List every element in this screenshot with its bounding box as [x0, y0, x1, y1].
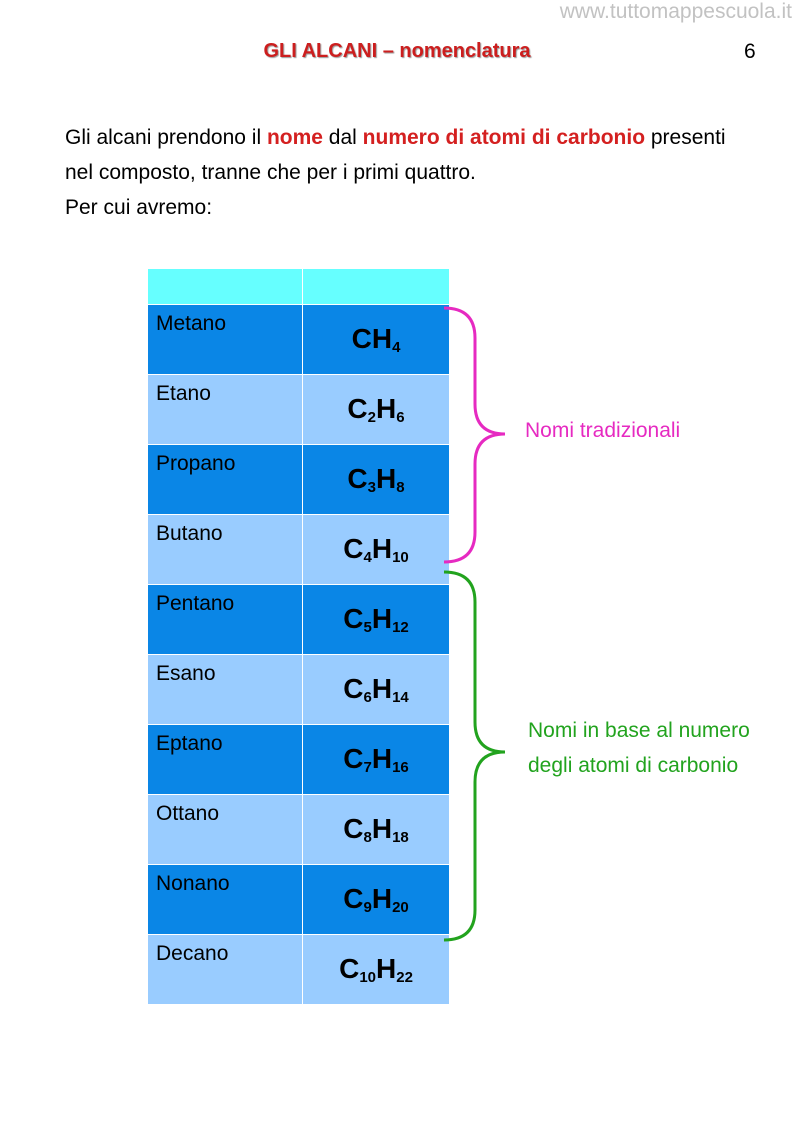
formula-hydrogen-count: 6 — [396, 408, 405, 426]
page-title: GLI ALCANI – nomenclatura — [263, 40, 531, 62]
formula-carbon: C — [343, 672, 364, 704]
alkane-name: Eptano — [148, 725, 303, 795]
formula-hydrogen-count: 22 — [396, 968, 413, 986]
formula-carbon-count: 3 — [367, 478, 376, 496]
formula-hydrogen: H — [371, 882, 393, 914]
formula-carbon-count: 5 — [363, 618, 372, 636]
alkane-name: Pentano — [148, 585, 303, 655]
formula-carbon-count: 4 — [363, 548, 372, 566]
formula-carbon: C — [347, 462, 368, 494]
alkane-name: Butano — [148, 515, 303, 585]
alkane-name: Decano — [148, 935, 303, 1005]
intro-highlight-nome: nome — [266, 126, 323, 149]
formula-carbon-count: 10 — [359, 968, 376, 986]
formula-carbon: C — [339, 952, 360, 984]
intro-line-3: Per cui avremo: — [65, 196, 213, 219]
alkane-name: Etano — [148, 375, 303, 445]
formula-carbon: C — [343, 812, 364, 844]
formula-hydrogen-count: 16 — [392, 758, 409, 776]
formula-carbon-count: 6 — [363, 688, 372, 706]
formula-carbon: C — [343, 882, 364, 914]
formula-hydrogen-count: 10 — [392, 548, 409, 566]
formula-carbon: C — [351, 322, 372, 354]
alkane-name: Esano — [148, 655, 303, 725]
formula-carbon: C — [347, 392, 368, 424]
formula-hydrogen: H — [371, 532, 393, 564]
formula-hydrogen-count: 14 — [392, 688, 409, 706]
intro-highlight-carbon: numero di atomi di carbonio — [362, 126, 646, 149]
intro-text-3: presenti nel composto, tranne che per i primi quattro. — [65, 126, 726, 184]
watermark: www.tuttomappescuola.it — [559, 0, 792, 23]
formula-carbon-count: 8 — [363, 828, 372, 846]
formula-hydrogen-count: 8 — [396, 478, 405, 496]
alkane-name: Ottano — [148, 795, 303, 865]
page-number: 6 — [744, 40, 756, 63]
intro-text-2: dal — [322, 126, 363, 149]
alkane-name: Nonano — [148, 865, 303, 935]
intro-text-1: Gli alcani prendono il — [65, 126, 267, 149]
formula-hydrogen: H — [376, 462, 397, 494]
formula-hydrogen-count: 18 — [392, 828, 409, 846]
label-traditional-names: Nomi tradizionali — [525, 419, 681, 442]
formula-carbon-count: 7 — [363, 758, 372, 776]
brace-traditional — [444, 308, 505, 562]
formula-hydrogen: H — [371, 322, 393, 354]
formula-hydrogen: H — [376, 392, 397, 424]
formula-hydrogen: H — [371, 602, 393, 634]
formula-hydrogen: H — [371, 742, 393, 774]
formula-hydrogen: H — [371, 812, 393, 844]
formula-hydrogen-count: 20 — [392, 898, 409, 916]
formula-carbon-count: 2 — [367, 408, 376, 426]
formula-hydrogen-count: 12 — [392, 618, 409, 636]
formula-hydrogen: H — [371, 672, 393, 704]
formula-carbon: C — [343, 742, 364, 774]
formula-carbon: C — [343, 602, 364, 634]
formula-carbon-count: 9 — [363, 898, 372, 916]
alkane-name: Propano — [148, 445, 303, 515]
brace-carbon — [444, 572, 505, 940]
formula-carbon: C — [343, 532, 364, 564]
label-carbon-names: Nomi in base al numero degli atomi di carbonio — [528, 719, 750, 777]
alkane-name: Metano — [148, 305, 303, 375]
formula-hydrogen-count: 4 — [392, 338, 401, 356]
formula-hydrogen: H — [376, 952, 397, 984]
